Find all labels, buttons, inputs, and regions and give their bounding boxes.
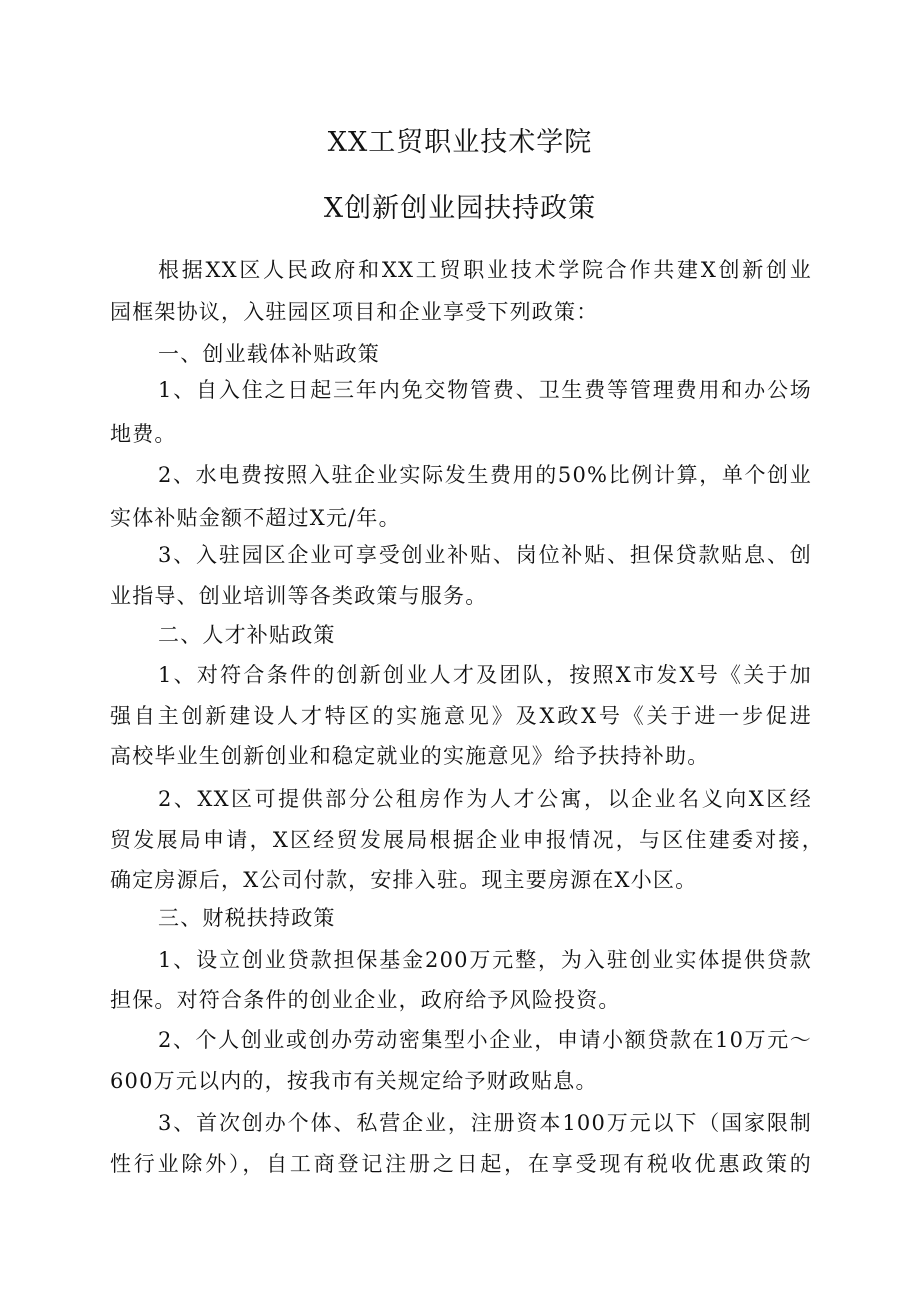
paragraph-line: 3、首次创办个体、私营企业，注册资本100万元以下（国家限制: [158, 1111, 812, 1135]
paragraph-line: 600万元以内的，按我市有关规定给予财政贴息。: [110, 1069, 598, 1093]
paragraph-line: 实体补贴金额不超过X元/年。: [110, 506, 401, 530]
paragraph-line: 业指导、创业培训等各类政策与服务。: [110, 584, 488, 608]
paragraph-line: 2、XX区可提供部分公租房作为人才公寓，以企业名义向X区经: [158, 787, 812, 811]
document-title: XX工贸职业技术学院: [327, 127, 593, 158]
section-heading: 一、创业载体补贴政策: [158, 342, 380, 366]
paragraph-line: 确定房源后，X公司付款，安排入驻。现主要房源在X小区。: [110, 868, 698, 892]
paragraph-line: 根据XX区人民政府和XX工贸职业技术学院合作共建X创新创业: [158, 258, 812, 282]
section-heading: 三、财税扶持政策: [158, 906, 336, 930]
paragraph-line: 2、个人创业或创办劳动密集型小企业，申请小额贷款在10万元～: [158, 1028, 812, 1052]
paragraph-line: 1、自入住之日起三年内免交物管费、卫生费等管理费用和办公场: [158, 378, 812, 402]
document-subtitle: X创新创业园扶持政策: [323, 193, 597, 224]
paragraph-line: 高校毕业生创新创业和稳定就业的实施意见》给予扶持补助。: [110, 744, 710, 768]
paragraph-line: 2、水电费按照入驻企业实际发生费用的50%比例计算，单个创业: [158, 463, 812, 487]
paragraph-line: 1、对符合条件的创新创业人才及团队，按照X市发X号《关于加: [158, 663, 812, 687]
paragraph-line: 性行业除外），自工商登记注册之日起，在享受现有税收优惠政策的: [110, 1152, 812, 1176]
paragraph-line: 1、设立创业贷款担保基金200万元整，为入驻创业实体提供贷款: [158, 948, 812, 972]
paragraph-line: 担保。对符合条件的创业企业，政府给予风险投资。: [110, 988, 621, 1012]
paragraph-line: 3、入驻园区企业可享受创业补贴、岗位补贴、担保贷款贴息、创: [158, 543, 812, 567]
paragraph-line: 强自主创新建设人才特区的实施意见》及X政X号《关于进一步促进: [110, 704, 812, 728]
paragraph-line: 园框架协议，入驻园区项目和企业享受下列政策：: [110, 300, 599, 324]
paragraph-line: 贸发展局申请，X区经贸发展局根据企业申报情况，与区住建委对接，: [110, 828, 824, 852]
section-heading: 二、人才补贴政策: [158, 623, 336, 647]
paragraph-line: 地费。: [110, 422, 177, 446]
